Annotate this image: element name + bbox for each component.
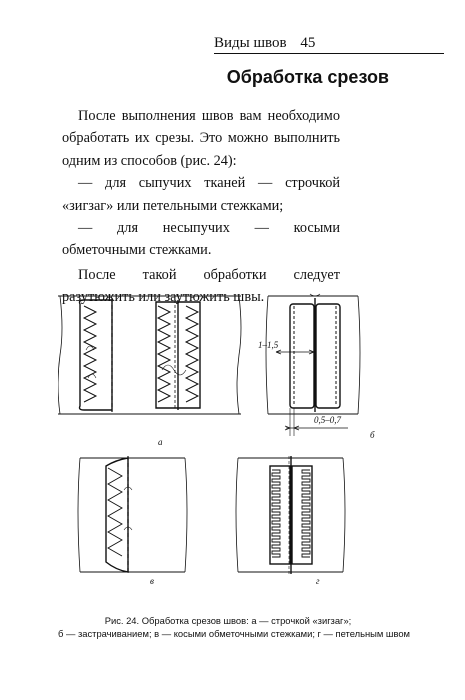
section-title: Обработка срезов: [226, 67, 389, 87]
panel-c-illustration: [78, 456, 187, 574]
panel-a-label: а: [158, 437, 163, 447]
paragraph-item-nonfraying: — для несыпучих — косыми обметочными стежками.: [62, 220, 340, 259]
panel-d-label: г: [316, 576, 320, 586]
panel-d-illustration: [236, 456, 345, 574]
panel-b-label: б: [370, 430, 375, 440]
caption-line-1: Рис. 24. Обработка срезов швов: а — строчкой «зигзаг»;: [104, 615, 352, 626]
paragraph-item-fraying: — для сыпучих тканей — строчкой «зигзаг» или петельными стежками;: [62, 175, 340, 214]
figure-caption: [58, 614, 410, 640]
page-number: 45: [300, 35, 316, 51]
panel-c-label: в: [150, 576, 154, 586]
figure-24: [58, 290, 403, 608]
dimension-edge-stitch: 0,5–0,7: [314, 415, 341, 425]
dimension-seam-allowance: 1–1,5: [258, 340, 279, 350]
header-rule: [214, 53, 444, 54]
caption-line-2: б — застрачиванием; в — косыми обметочными стежками; г — петельным швом: [58, 628, 410, 639]
running-head: [214, 34, 442, 52]
body-text: [62, 105, 340, 309]
panel-a-illustration: [58, 296, 241, 414]
panel-b-illustration: [266, 294, 360, 436]
paragraph-pressing: После такой обработки следует разутюжить или заутюжить швы.: [62, 266, 340, 306]
running-head-title: Виды швов: [214, 35, 287, 51]
paragraph-intro: После выполнения швов вам необходимо обработать их срезы. Это можно выполнить одним из способов (рис. 24):: [62, 108, 340, 169]
